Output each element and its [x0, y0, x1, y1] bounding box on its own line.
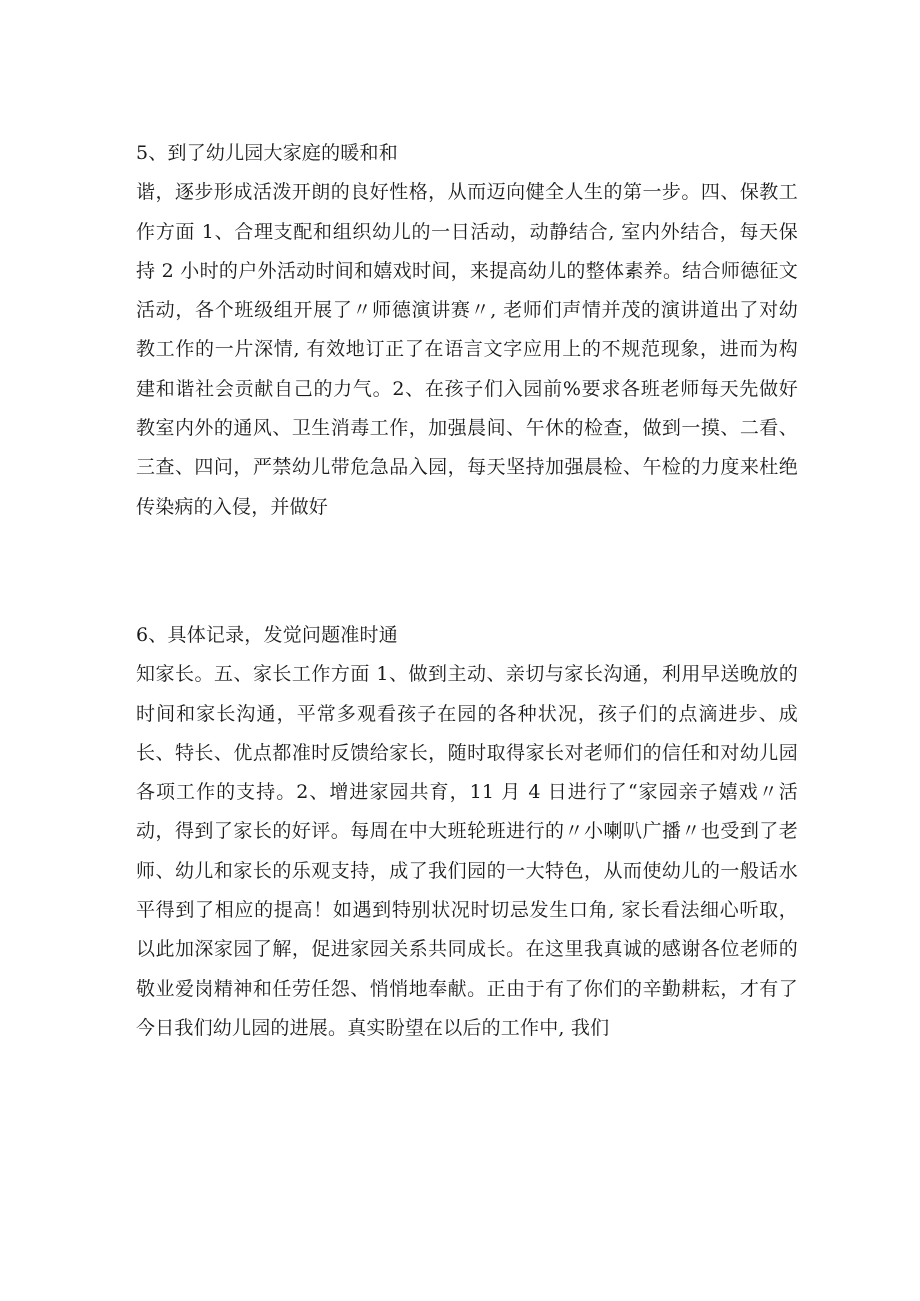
paragraph-1: [136, 134, 798, 527]
paragraph-2-body: 知家长。五、家长工作方面 1、做到主动、亲切与家长沟通，利用早送晚放的时间和家长沟通，平常多观看孩子在园的各种状况，孩子们的点滴进步、成长、特长、优点都准时反馈给家长，随时取得家长对老师们的信任和对幼儿园各项工作的支持。2、增进家园共育，11 月 4 日进行了“家园亲子嬉戏〃活动，得到了家长的好评。每周在中大班轮班进行的〃小喇叭广播〃也受到了老师、幼儿和家长的乐观支持，成了我们园的一大特色，从而使幼儿的一般话水平得到了相应的提高！如遇到特别状况时切忌发生口角, 家长看法细心听取，以此加深家园了解，促进家园关系共同成长。在这里我真诚的感谢各位老师的敬业爱岗精神和任劳任怨、悄悄地奉献。正由于有了你们的辛勤耕耘，才有了今日我们幼儿园的进展。真实盼望在以后的工作中, 我们: [136, 663, 798, 1039]
paragraph-2: [136, 616, 798, 1048]
paragraph-1-lead: 5、到了幼儿园大家庭的暖和和: [136, 142, 398, 164]
paragraph-2-lead: 6、具体记录，发觉问题准时通: [136, 624, 398, 646]
paragraph-1-body: 谐，逐步形成活泼开朗的良好性格，从而迈向健全人生的第一步。四、保教工作方面 1、合理支配和组织幼儿的一日活动，动静结合, 室内外结合，每天保持 2 小时的户外活动时间和嬉戏时间，来提高幼儿的整体素养。结合师德征文活动，各个班级组开展了〃师德演讲赛〃, 老师们声情并茂的演讲道出了对幼教工作的一片深情, 有效地订正了在语言文字应用上的不规范现象，进而为构建和谐社会贡献自己的力气。2、在孩子们入园前%要求各班老师每天先做好教室内外的通风、卫生消毒工作，加强晨间、午休的检查，做到一摸、二看、三查、四问，严禁幼儿带危急品入园，每天坚持加强晨检、午检的力度来杜绝传染病的入侵，并做好: [136, 181, 798, 518]
